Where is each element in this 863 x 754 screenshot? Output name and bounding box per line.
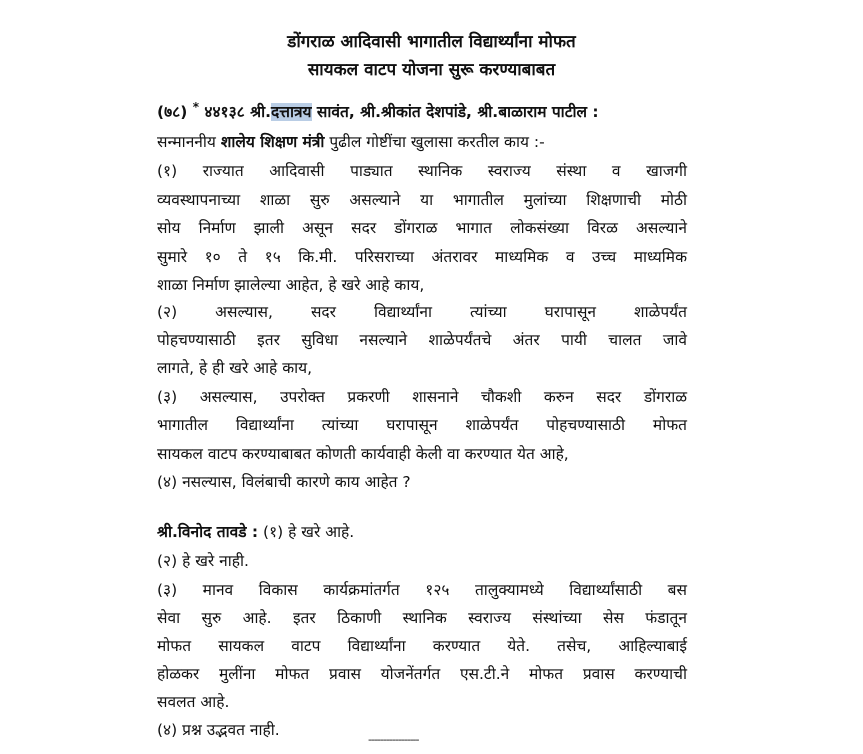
question-line: पोहचण्यासाठी इतर सुविधा नसल्याने शाळेपर्यंतचे अंतर पायी चालत जावे bbox=[157, 331, 687, 349]
member-names: सावंत, श्री.श्रीकांत देशपांडे, श्री.बाळाराम पाटील : bbox=[311, 103, 599, 121]
question-id: ४४१३८ bbox=[204, 103, 245, 121]
starred-mark: * bbox=[192, 100, 199, 114]
answer-line: (३) मानव विकास कार्यक्रमांतर्गत १२५ तालुक्यामध्ये विद्यार्थ्यांसाठी बस bbox=[157, 581, 687, 599]
answer-line: (४) प्रश्न उद्भवत नाही. bbox=[157, 721, 280, 739]
question-line: सायकल वाटप करण्याबाबत कोणती कार्यवाही केली वा करण्यात येत आहे, bbox=[157, 445, 569, 463]
question-line: लागते, हे ही खरे आहे काय, bbox=[157, 359, 313, 377]
intro-text-end: पुढील गोष्टींचा खुलासा करतील काय :- bbox=[324, 133, 545, 151]
answer-line: सेवा सुरु आहे. इतर ठिकाणी स्थानिक स्वराज्य संस्थांच्या सेस फंडातून bbox=[157, 609, 687, 627]
question-number: (७८) bbox=[157, 103, 188, 121]
question-line: सुमारे १० ते १५ कि.मी. परिसराच्या अंतरावर माध्यमिक व उच्च माध्यमिक bbox=[157, 248, 687, 266]
answer-first: (१) हे खरे आहे. bbox=[258, 523, 355, 541]
minister-title: शालेय शिक्षण मंत्री bbox=[220, 133, 325, 151]
selected-text-highlight[interactable]: दत्तात्रय bbox=[271, 103, 312, 121]
answer-line: मोफत सायकल वाटप विद्यार्थ्यांना करण्यात येते. तसेच, आहिल्याबाई bbox=[157, 637, 687, 655]
question-line: (१) राज्यात आदिवासी पाड्यात स्थानिक स्वराज्य संस्था व खाजगी bbox=[157, 162, 687, 180]
answer-header bbox=[157, 520, 687, 544]
section-separator: ----------------- bbox=[368, 733, 419, 746]
title-line-1: डोंगराळ आदिवासी भागातील विद्यार्थ्यांना मोफत bbox=[287, 32, 576, 52]
question-line: व्यवस्थापनाच्या शाळा सुरु असल्याने या भागातील मुलांच्या शिक्षणाची मोठी bbox=[157, 191, 687, 209]
question-line: भागातील विद्यार्थ्यांना त्यांच्या घरापासून शाळेपर्यंत पोहचण्यासाठी मोफत bbox=[157, 416, 687, 434]
answer-line: सवलत आहे. bbox=[157, 693, 230, 711]
question-intro bbox=[157, 130, 687, 154]
member-prefix: श्री. bbox=[250, 103, 271, 121]
answer-minister: श्री.विनोद तावडे : bbox=[157, 523, 259, 541]
title-line-2: सायकल वाटप योजना सुरू करण्याबाबत bbox=[307, 60, 556, 80]
intro-text: सन्माननीय bbox=[157, 133, 221, 151]
question-line: शाळा निर्माण झालेल्या आहेत, हे खरे आहे काय, bbox=[157, 276, 425, 294]
question-line: (२) असल्यास, सदर विद्यार्थ्यांना त्यांच्या घरापासून शाळेपर्यंत bbox=[157, 303, 687, 321]
question-line: (३) असल्यास, उपरोक्त प्रकरणी शासनाने चौकशी करुन सदर डोंगराळ bbox=[157, 388, 687, 406]
question-line: सोय निर्माण झाली असून सदर डोंगराळ भागात लोकसंख्या विरळ असल्याने bbox=[157, 219, 687, 237]
question-header bbox=[157, 100, 687, 125]
question-line: (४) नसल्यास, विलंबाची कारणे काय आहेत ? bbox=[157, 473, 411, 491]
answer-line: होळकर मुलींना मोफत प्रवास योजनेंतर्गत एस.टी.ने मोफत प्रवास करण्याची bbox=[157, 665, 687, 683]
answer-line: (२) हे खरे नाही. bbox=[157, 552, 249, 570]
